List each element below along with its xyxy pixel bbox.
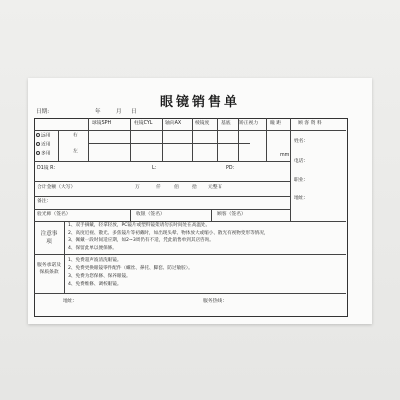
grid-line [34,254,346,255]
grid-line [34,196,290,197]
customer-phone-label: 电话： [294,159,309,164]
grid-line [64,221,65,293]
note-item: 1、双手摘戴，轻拿轻放，PC镜片或塑料镜架请勿长时间处在高温处。 [68,223,211,228]
grid-line [290,118,291,221]
column-header-sph: 球镜SPH [92,121,112,126]
customer-job-label: 职业： [294,178,309,183]
service-label: 服务承诺及保质条款 [37,263,61,275]
column-header-va: 矫正视力 [239,121,259,126]
d1-lens-label: D1镜 R： [37,166,59,171]
grid-line [130,209,131,221]
service-item: 1、免费超声波清洗眼镜。 [68,258,122,263]
date-year: 年 [95,109,101,115]
grid-line [34,130,346,131]
radio-icon [36,151,40,155]
grid-line [34,293,346,294]
remarks-label: 备注： [37,199,52,204]
column-header-ax: 轴向AX [165,121,182,126]
note-item: 2、高度近视、散光、多焦镜片等初戴时，如出现头晕、物体放大或缩小、散光有视物变形等情况， [68,230,269,236]
optometrist-sign: 验光师（签名） [37,212,71,217]
grid-line [88,143,250,144]
hotline-label: 服务热线： [203,299,227,304]
option-near[interactable]: 近用 [36,142,51,148]
grid-line [211,209,212,221]
eye-left-label: 左 [73,149,78,154]
grid-line [130,118,131,161]
grid-line [192,118,193,161]
customer-info-header: 顾 客 资 料 [298,121,322,126]
total-label: 合计金额（大写） [37,185,76,190]
notes-label: 注意事项 [40,231,58,245]
unit-yuan: 元整￥ [208,185,223,190]
column-header-base: 基底 [221,121,231,126]
grid-line [217,118,218,161]
unit-bai: 佰 [174,185,179,190]
column-header-pd: 瞳 距 [270,121,282,126]
service-item: 4、免费维修、调校眼镜。 [68,282,122,287]
unit-qian: 仟 [156,185,161,190]
unit-wan: 万 [135,185,140,190]
customer-address-label: 地址： [294,196,309,201]
grid-line [34,181,290,182]
radio-icon [36,133,40,137]
d1-left-label: L： [152,166,160,171]
grid-line [34,209,290,210]
date-label: 日期: [36,109,50,115]
sales-slip [28,78,372,324]
grid-line [34,161,290,162]
customer-name-label: 姓名： [294,139,309,144]
option-distance[interactable]: 远用 [36,133,51,139]
radio-icon [36,142,40,146]
service-item: 3、免费为您保修、保养眼镜。 [68,274,131,279]
grid-line [88,118,89,161]
customer-sign: 顾客（签名） [217,212,246,217]
unit-shi: 拾 [192,185,197,190]
pd-value-label: PD： [226,166,238,171]
grid-line [34,221,346,222]
option-multi[interactable]: 多用 [36,151,51,157]
date-day: 日 [131,109,137,115]
eye-right-label: 右 [73,133,78,138]
date-month: 月 [116,109,122,115]
address-label: 地址： [63,299,78,304]
column-header-prism: 棱镜度 [195,121,210,126]
note-item: 4、保留此单以便保修。 [68,245,117,251]
cashier-sign: 收银（签名） [136,212,165,217]
grid-line [266,118,267,161]
note-item: 3、佩戴一段时间适应期，如2~3周仍有不适，凭此销售单到其店咨询。 [68,238,214,243]
pd-unit: mm [280,153,290,158]
grid-line [58,130,59,161]
grid-line [162,118,163,161]
column-header-cyl: 柱镜CYL [134,121,153,126]
service-item: 2、免费更换眼镜零件配件（螺丝、鼻托、脚套、防过敏胶）。 [68,266,193,271]
page-title: 眼镜销售单 [159,95,240,110]
